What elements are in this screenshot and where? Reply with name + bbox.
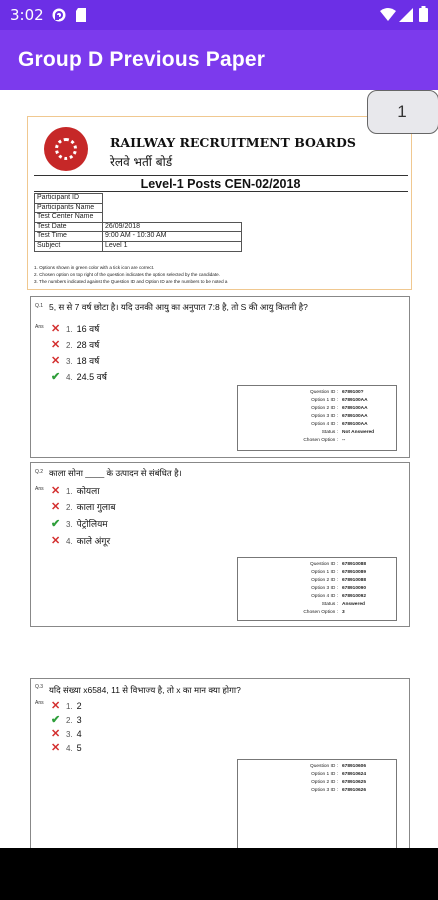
question-number: Q.3 — [35, 684, 44, 690]
question-block — [30, 462, 410, 627]
instruction-note: 3. The numbers indicated against the Question ID and Option ID are the numbers to be noted a — [34, 279, 228, 284]
option: ✕ 4. 5 — [51, 742, 82, 754]
answer-label: Ans — [35, 324, 44, 330]
option: ✔ 4. 24.5 वर्ष — [51, 371, 107, 383]
pdf-viewer[interactable] — [0, 90, 438, 848]
meta-row: Option 2 ID : 678910088 — [311, 578, 367, 583]
cross-icon: ✕ — [51, 355, 61, 367]
info-row — [35, 194, 242, 204]
cross-icon: ✕ — [51, 323, 61, 335]
status-bar — [0, 0, 438, 30]
info-value: 9:00 AM - 10:30 AM — [103, 232, 242, 242]
option: ✕ 2. काला गुलाब — [51, 501, 116, 513]
info-key: Test Center Name — [35, 213, 103, 223]
meta-row: Chosen Option : 3 — [303, 610, 345, 615]
page-number: 1 — [397, 102, 407, 121]
option: ✕ 3. 18 वर्ष — [51, 355, 100, 367]
meta-row: Option 3 ID : 678910090 — [311, 586, 367, 591]
info-key: Subject — [35, 241, 103, 251]
meta-row: Chosen Option : -- — [303, 438, 346, 443]
meta-row: Option 2 ID : 678910625 — [311, 780, 367, 785]
option: ✕ 3. 4 — [51, 728, 82, 740]
org-name-hindi: रेलवे भर्ती बोर्ड — [110, 155, 173, 169]
info-key: Participant ID — [35, 194, 103, 204]
meta-row: Option 2 ID : 6789100AA — [311, 406, 368, 411]
question-meta-box — [237, 385, 397, 451]
cross-icon: ✕ — [51, 742, 61, 754]
option: ✔ 2. 3 — [51, 714, 82, 726]
option: ✕ 1. 2 — [51, 700, 82, 712]
info-value — [103, 213, 242, 223]
candidate-info-table — [34, 193, 242, 252]
question-meta-box — [237, 557, 397, 621]
checkmark-icon: ✔ — [51, 518, 61, 530]
battery-icon — [419, 6, 428, 27]
meta-row: Option 1 ID : 6789100AA — [311, 398, 368, 403]
meta-row: Option 1 ID : 678910089 — [311, 570, 367, 575]
cross-icon: ✕ — [51, 728, 61, 740]
question-meta-box — [237, 759, 397, 848]
meta-row: Option 3 ID : 678910626 — [311, 788, 367, 793]
app-bar — [0, 30, 438, 90]
cross-icon: ✕ — [51, 501, 61, 513]
info-value — [103, 203, 242, 213]
org-name-english: RAILWAY RECRUITMENT BOARDS — [110, 135, 356, 150]
pdf-page — [0, 90, 438, 635]
meta-row: Question ID : 6789100? — [310, 390, 364, 395]
divider — [34, 191, 408, 192]
page-number-badge — [367, 90, 438, 134]
info-row — [35, 222, 242, 232]
meta-row: Status : Answered — [321, 602, 365, 607]
meta-row: Option 1 ID : 678910624 — [311, 772, 367, 777]
info-row — [35, 241, 242, 251]
info-key: Test Date — [35, 222, 103, 232]
document-header — [27, 116, 412, 290]
info-key: Test Time — [35, 232, 103, 242]
meta-row: Option 4 ID : 678910092 — [311, 594, 367, 599]
pocketcasts-icon — [52, 8, 66, 27]
question-block — [30, 296, 410, 458]
indian-railways-logo-icon — [44, 127, 88, 171]
option: ✕ 1. कोयला — [51, 485, 100, 497]
checkmark-icon: ✔ — [51, 371, 61, 383]
question-text: यदि संख्या x6584, 11 से विभाज्य है, तो x का मान क्या होगा? — [49, 685, 241, 695]
info-key: Participants Name — [35, 203, 103, 213]
meta-row: Option 4 ID : 6789100AA — [311, 422, 368, 427]
option: ✕ 1. 16 वर्ष — [51, 323, 100, 335]
system-navigation-bar — [0, 848, 438, 900]
checkmark-icon: ✔ — [51, 714, 61, 726]
pdf-page — [0, 674, 438, 848]
exam-title: Level-1 Posts CEN-02/2018 — [140, 177, 301, 191]
wifi-icon — [380, 8, 396, 27]
info-value: 26/09/2018 — [103, 222, 242, 232]
cross-icon: ✕ — [51, 535, 61, 547]
question-number: Q.2 — [35, 469, 44, 475]
instruction-note: 2. Chosen option on top right of the question indicates the option selected by the candidate. — [34, 272, 220, 277]
signal-icon — [399, 8, 413, 27]
answer-label: Ans — [35, 700, 44, 706]
divider — [34, 175, 408, 176]
meta-row: Status : Not Answered — [321, 430, 375, 435]
instruction-note: 1. Options shown in green color with a tick icon are correct. — [34, 265, 155, 270]
info-value — [103, 194, 242, 204]
status-time: 3:02 — [10, 6, 44, 24]
question-text: 5, स से 7 वर्ष छोटा है। यदि उनकी आयु का अनुपात 7:8 है, तो S की आयु कितनी है? — [49, 302, 308, 312]
cross-icon: ✕ — [51, 485, 61, 497]
info-row — [35, 232, 242, 242]
info-value: Level 1 — [103, 241, 242, 251]
meta-row: Option 3 ID : 6789100AA — [311, 414, 368, 419]
answer-label: Ans — [35, 486, 44, 492]
cross-icon: ✕ — [51, 700, 61, 712]
option: ✕ 2. 28 वर्ष — [51, 339, 100, 351]
meta-row: Question ID : 678910606 — [310, 764, 367, 769]
app-title: Group D Previous Paper — [18, 48, 266, 71]
sd-card-icon — [75, 8, 87, 27]
info-row — [35, 213, 242, 223]
question-block — [30, 678, 410, 848]
option: ✕ 4. काले अंगूर — [51, 535, 111, 547]
question-text: काला सोना ____ के उत्पादन से संबंधित है। — [49, 468, 182, 478]
option: ✔ 3. पेट्रोलियम — [51, 518, 108, 530]
info-row — [35, 203, 242, 213]
meta-row: Question ID : 678910088 — [310, 562, 367, 567]
cross-icon: ✕ — [51, 339, 61, 351]
question-number: Q.1 — [35, 303, 44, 309]
